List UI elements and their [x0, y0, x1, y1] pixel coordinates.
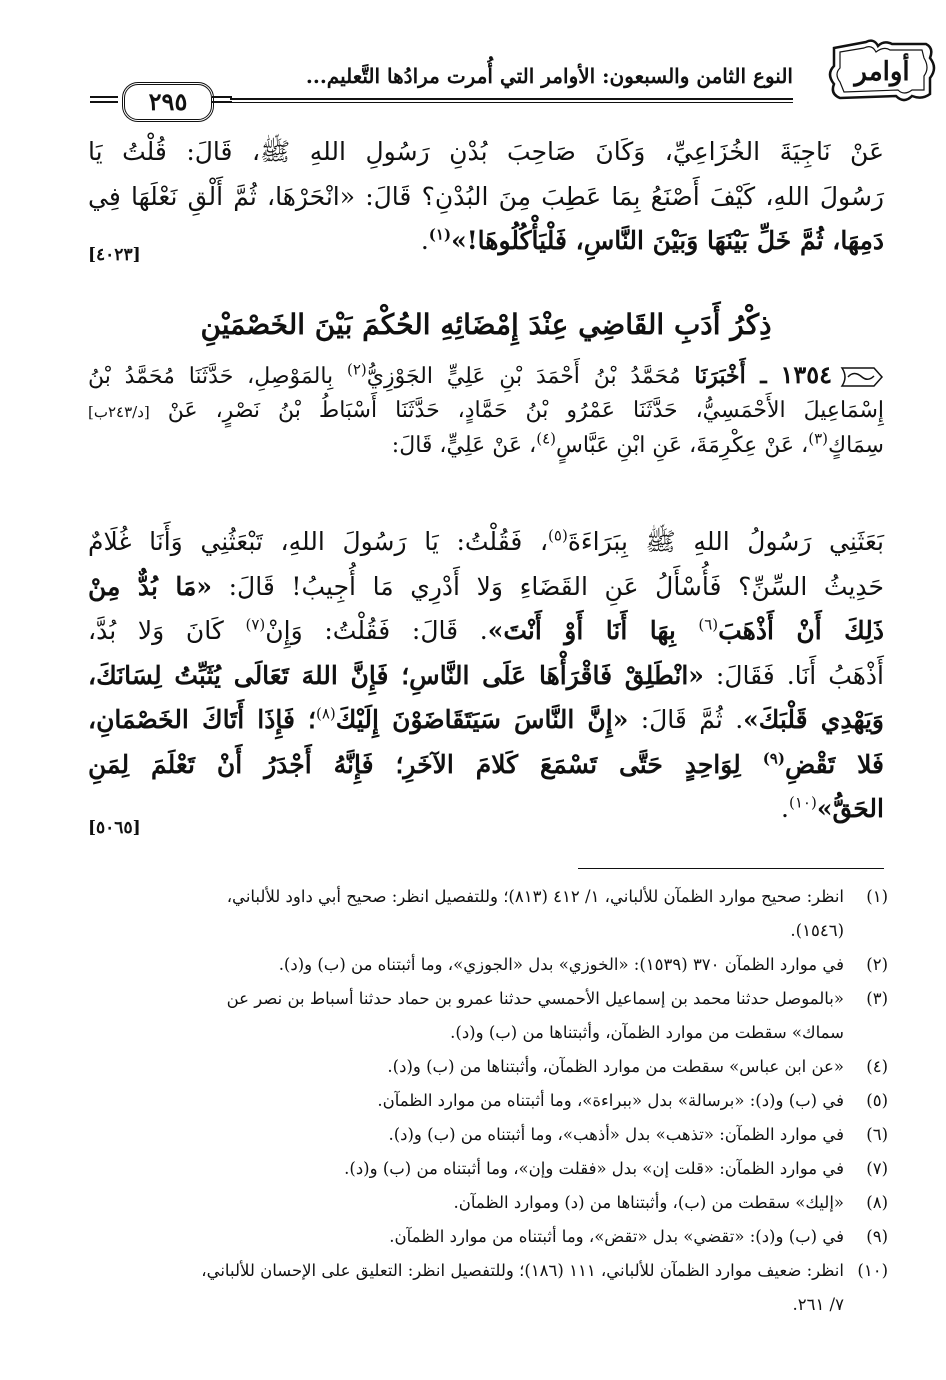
header-rule	[230, 102, 793, 103]
footnote	[70, 982, 888, 1016]
footnote-number: (١٠)	[857, 1261, 888, 1280]
text-segment: . قَالَ: فَقُلْتُ: وَإِنْ	[265, 616, 488, 645]
page-number: ٢٩٥	[122, 82, 214, 122]
hadith-number: ١٣٥٤	[780, 360, 832, 389]
footnote-number: (٧)	[866, 1159, 888, 1178]
footnote	[70, 1084, 888, 1118]
text-segment: .	[420, 226, 429, 255]
text-line	[88, 743, 884, 788]
footnote-text: «عن ابن عباس» سقطت من موارد الظمآن، وأثبتناها من (ب) و(د).	[387, 1057, 844, 1076]
footnote	[70, 1118, 888, 1152]
section-title: ذِكْرُ أَدَبِ القَاضِي عِنْدَ إِمْضَائِهِ الحُكْمَ بَيْنَ الخَصْمَيْنِ	[200, 308, 772, 341]
footnote-number: (٢)	[866, 955, 888, 974]
prophetic-quote: الحَقُّ»	[816, 794, 884, 823]
text-line	[88, 219, 884, 264]
footnote-separator	[578, 868, 884, 869]
text-segment: .	[781, 794, 789, 823]
footnote-number: (٩)	[866, 1227, 888, 1246]
text-segment: مُحَمَّدُ بْنُ أَحْمَدَ بْنِ عَلِيٍّ الجَوْزِيُّ	[366, 364, 681, 389]
footnote	[70, 880, 888, 914]
footnote-text: في (ب) و(د): «تقضي» بدل «تقض»، وما أثبتناه من موارد الظمآن.	[389, 1227, 844, 1246]
footnote	[70, 1186, 888, 1220]
text-line	[88, 654, 884, 699]
footnote-marker: (٩)	[762, 749, 785, 768]
footnote-text: «بالموصل حدثنا محمد بن إسماعيل الأحمسي حدثنا عمرو بن حماد حدثنا أسباط بن نصر عن	[226, 989, 844, 1008]
text-segment: ، عَنْ عَلِيٍّ، قَالَ:	[391, 433, 537, 458]
text-line	[88, 175, 884, 220]
prophetic-quote: «إِنَّ النَّاسَ سَيَتَقَاضَوْنَ إِلَيْكَ	[335, 705, 629, 734]
header-rule	[230, 98, 793, 100]
footnote-number: (٦)	[866, 1125, 888, 1144]
puzzle-ornament-icon	[826, 38, 938, 104]
text-segment: ، فَقُلْتُ: يَا رَسُولَ اللهِ، تَبْعَثُنِي وَأَنَا غُلَامٌ	[88, 527, 549, 556]
text-line	[88, 394, 884, 429]
text-segment: رَسُولَ اللهِ، كَيْفَ أَصْنَعُ بِمَا عَطِبَ مِنَ البُدْنِ؟ قَالَ: «انْحَرْهَا، ثُمَّ أَلْقِ نَعْلَهَا فِي	[88, 181, 884, 211]
running-title: النوع الثامن والسبعون: الأوامر التي أُمرت مرادُها التَّعليم...	[305, 64, 793, 88]
footnote	[70, 1050, 888, 1084]
text-line	[88, 358, 884, 394]
footnote-number: (٣)	[866, 989, 888, 1008]
footnote-number: (٥)	[866, 1091, 888, 1110]
footnote-continuation: (١٥٤٦).	[790, 921, 844, 940]
text-line	[88, 429, 884, 463]
footnote-marker: (٤)	[536, 429, 556, 448]
text-segment: حَدِيثُ السِّنِّ؟ فَأُسْأَلُ عَنِ القَضَاءِ وَلا أَدْرِي مَا أُجِيبُ! قَالَ:	[211, 571, 884, 601]
footnote-text: في موارد الظمآن: «قلت إن» بدل «فقلت وإن»، وما أثبتناه من (ب) و(د).	[344, 1159, 844, 1178]
text-line	[88, 520, 884, 565]
manuscript-reference: [د/٢٤٣ب]	[88, 403, 150, 421]
prophetic-quote: «مَا بُدٌّ مِنْ	[88, 571, 212, 601]
footnote	[70, 1220, 888, 1254]
footnotes	[70, 880, 888, 1322]
page-number-ornament	[212, 96, 232, 106]
footnote-continuation: ٧/ ٢٦١.	[792, 1295, 844, 1314]
footnote-number: (٤)	[866, 1057, 888, 1076]
text-line	[88, 698, 884, 743]
page-number-ornament	[90, 96, 118, 106]
hadith-marker-icon	[840, 364, 884, 390]
prophetic-quote: لِوَاحِدٍ حَتَّى تَسْمَعَ كَلامَ الآخَرِ؛ فَإِنَّهُ أَجْدَرُ أَنْ تَعْلَمَ لِمَنِ	[88, 749, 763, 779]
text-segment: سِمَاكٍ	[828, 433, 884, 458]
footnote-number: (١)	[866, 887, 888, 906]
footnote-marker: (٢)	[346, 360, 367, 379]
svg-text:ﺃﻭﺍﻣﺮ: ﺃﻭﺍﻣﺮ	[854, 57, 910, 87]
footnote-text: في موارد الظمآن: «تذهب» بدل «أذهب»، وما أثبتناه من (ب) و(د).	[388, 1125, 844, 1144]
footnote-text: في (ب) و(د): «برسالة» بدل «ببراءة»، وما أثبتناه من موارد الظمآن.	[377, 1091, 844, 1110]
footnote	[70, 1254, 888, 1288]
hadith-matn	[88, 520, 884, 832]
footnote-marker: (٦)	[698, 615, 719, 634]
prophetic-quote: «انْطَلِقْ فَاقْرَأْهَا عَلَى النَّاسِ؛ فَإِنَّ اللهَ تَعَالَى يُثَبِّتُ لِسَانَكَ،	[88, 660, 704, 690]
footnote	[70, 1152, 888, 1186]
footnote-marker: (٨)	[316, 704, 336, 723]
footnote-text: في موارد الظمآن ٣٧٠ (١٥٣٩): «الخوزي» بدل «الجوزي»، وما أثبتناه من (ب) و(د).	[278, 955, 844, 974]
text-line	[88, 609, 884, 654]
footnote	[70, 948, 888, 982]
text-segment: بَعَثَنِي رَسُولُ اللهِ ﷺ بِبَرَاءَةَ	[567, 527, 885, 556]
footnote-continuation: سماك» سقطت من موارد الظمآن، وأثبتناها من (ب) و(د).	[450, 1023, 844, 1042]
text-segment: . ثُمَّ قَالَ:	[628, 705, 744, 734]
prophetic-quote: فَلا تَقْضِ	[784, 749, 884, 779]
text-segment: إِسْمَاعِيلَ الأَحْمَسِيُّ، حَدَّثَنَا عَمْرُو بْنُ حَمَّادٍ، حَدَّثَنَا أَسْبَاطُ بْنُ نَصْرٍ، عَنْ	[167, 398, 884, 423]
prophetic-quote: بِهَا أَنَا أَوْ أَنْتَ»	[487, 616, 699, 645]
text-segment: كَانَ وَلا بُدَّ،	[88, 616, 246, 645]
footnote-marker: (١٠)	[788, 793, 817, 812]
text-line: عَنْ نَاجِيَةَ الخُزَاعِيِّ، وَكَانَ صَاحِبَ بُدْنِ رَسُولِ اللهِ ﷺ، قَالَ: قُلْتُ يَا	[88, 137, 884, 166]
footnote-marker: (١)	[428, 225, 452, 244]
isnad	[88, 358, 884, 463]
footnote-marker: (٧)	[245, 615, 266, 634]
prophetic-quote: وَيَهْدِي قَلْبَكَ»	[743, 705, 884, 734]
footnote-marker: (٥)	[548, 526, 568, 545]
prophetic-quote: دَمِهَا، ثُمَّ خَلِّ بَيْنَهَا وَبَيْنَ النَّاسِ، فَلْيَأْكُلُوهَا!»	[451, 226, 884, 255]
footnote-text: انظر: ضعيف موارد الظمآن للألباني، ١١١ (١٨٦)؛ وللتفصيل انظر: التعليق على الإحسان للألباني،	[201, 1261, 844, 1280]
hadith-reference: [٥٠٦٥]	[88, 818, 141, 838]
hadith-text-continued	[88, 130, 884, 264]
prophetic-quote: ؛ فَإِذَا أَتَاكَ الخَصْمَانِ،	[88, 705, 316, 734]
footnote-number: (٨)	[866, 1193, 888, 1212]
narration-verb: ـ أَخْبَرَنَا	[694, 363, 767, 389]
text-segment: ، عَنْ عِكْرِمَةَ، عَنِ ابْنِ عَبَّاسٍ	[556, 433, 809, 458]
footnote-marker: (٣)	[808, 429, 828, 448]
text-line	[88, 565, 884, 610]
text-segment: أَذْهَبُ أَنَا. فَقَالَ:	[703, 660, 884, 690]
text-line	[88, 787, 884, 832]
footnote-text: انظر: صحيح موارد الظمآن للألباني، ١/ ٤١٢ (٨١٣)؛ وللتفصيل انظر: صحيح أبي داود للألباني،	[226, 887, 844, 906]
text-segment: بِالمَوْصِلِ، حَدَّثَنَا مُحَمَّدُ بْنُ	[88, 364, 334, 389]
hadith-reference: [٤٠٢٣]	[88, 245, 141, 265]
prophetic-quote: ذَلِكَ أَنْ أَذْهَبَ	[718, 616, 884, 645]
page-header	[90, 38, 918, 118]
footnote-text: «إليك» سقطت من (ب)، وأثبتناها من (د) وموارد الظمآن.	[453, 1193, 844, 1212]
